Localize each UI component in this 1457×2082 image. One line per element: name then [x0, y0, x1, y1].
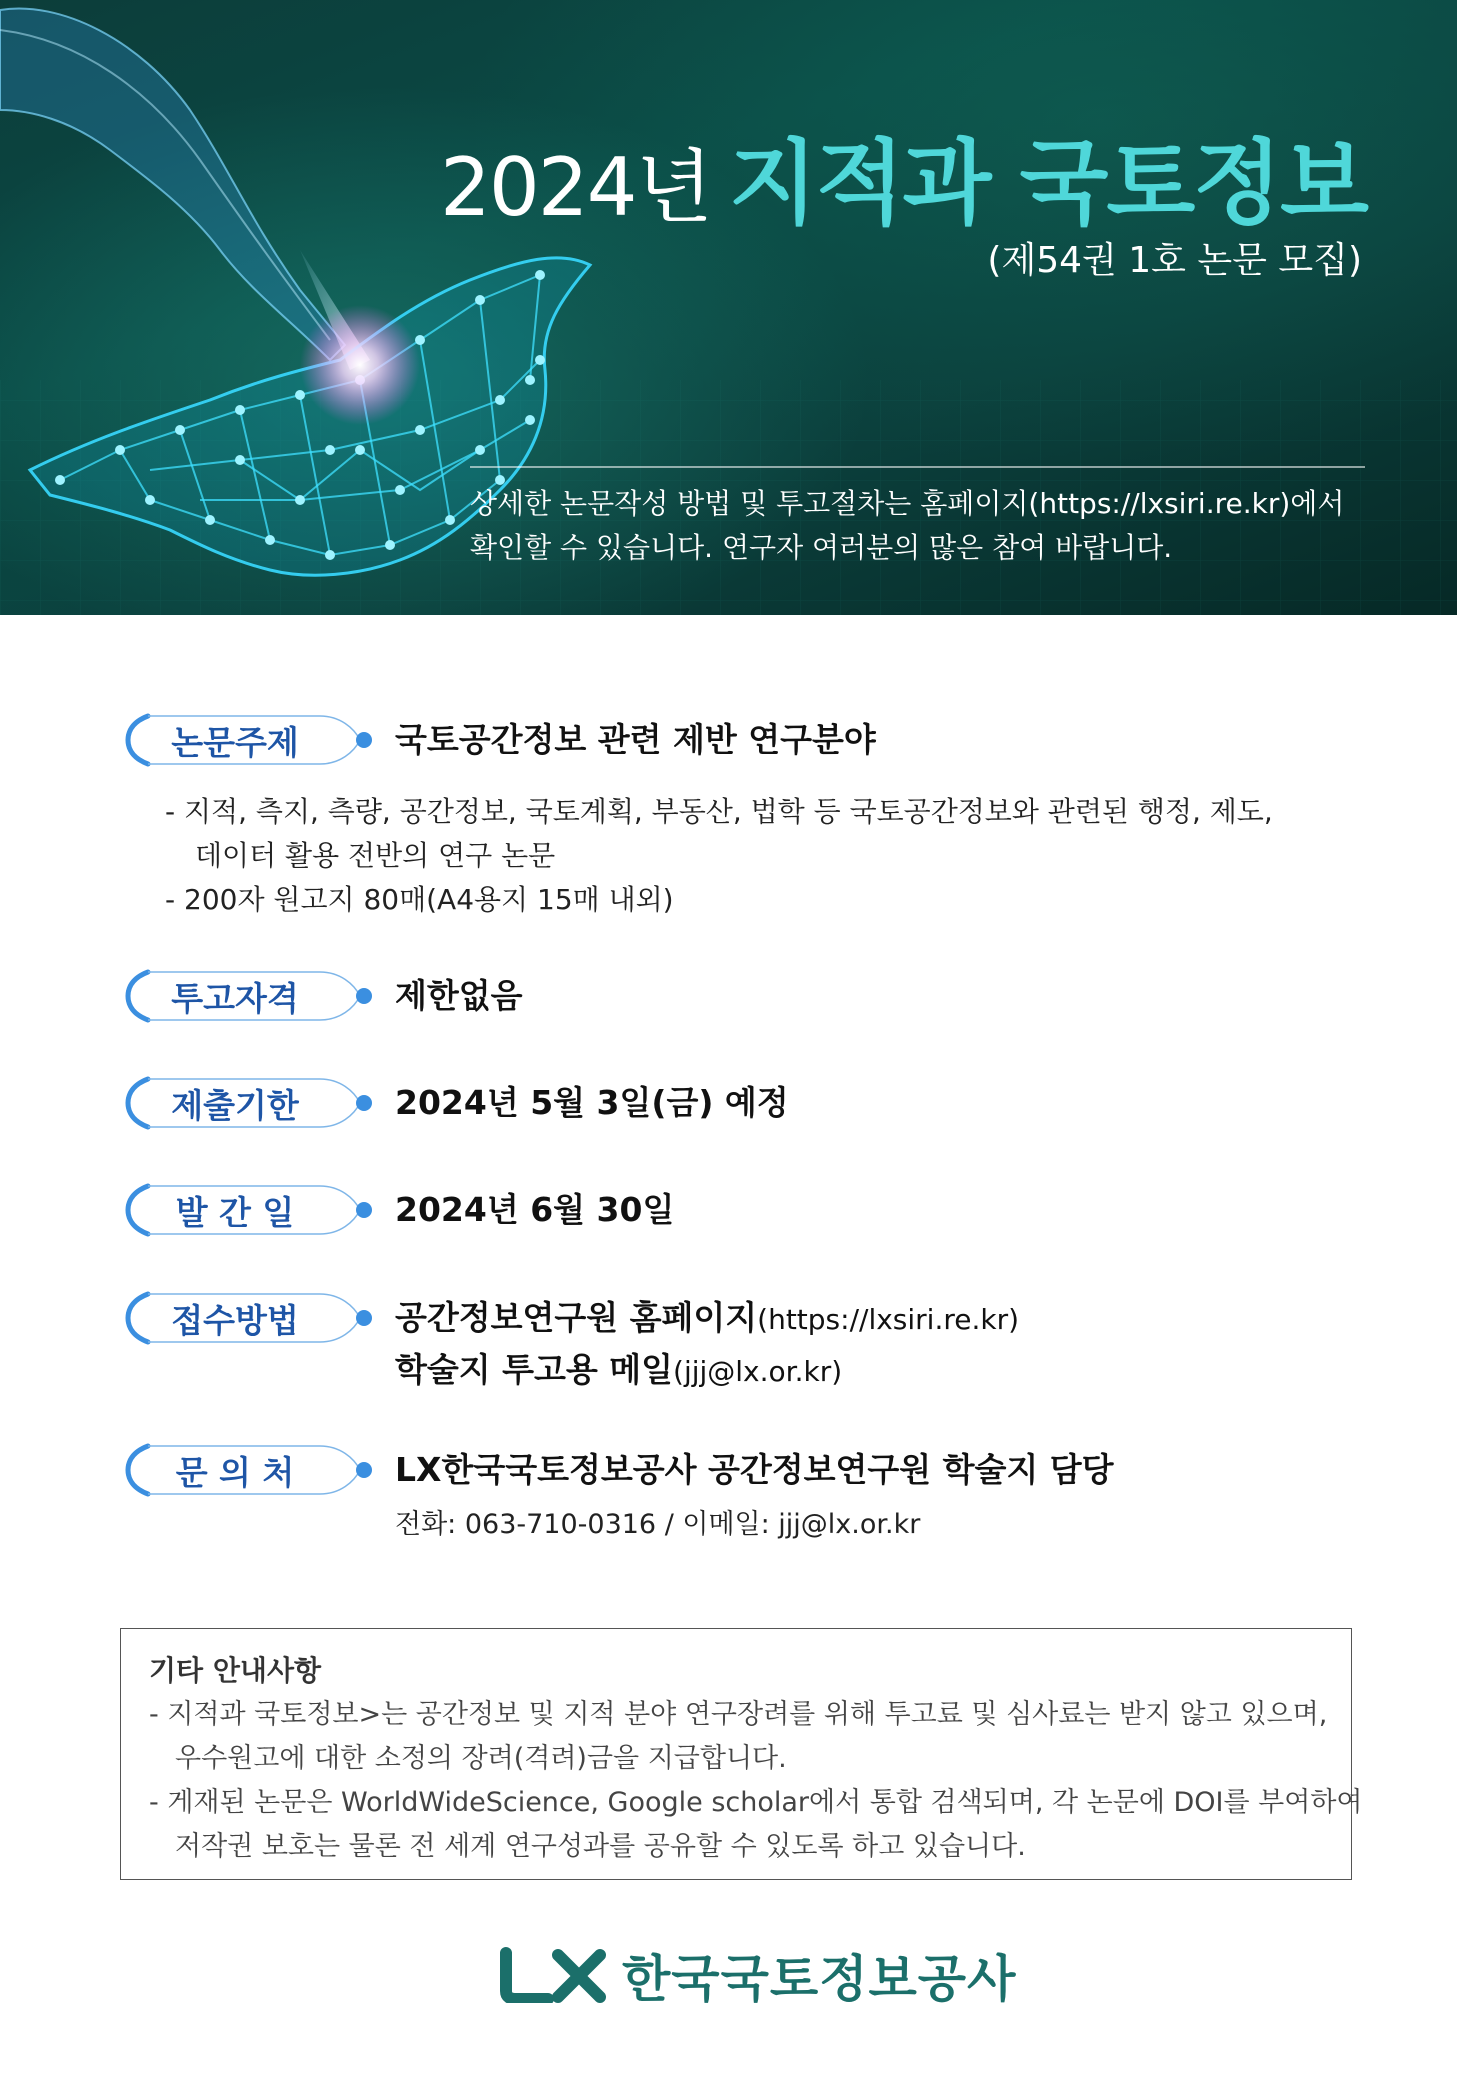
submission-email-label: 학술지 투고용 메일 — [395, 1350, 674, 1389]
bullet-dot-icon — [356, 732, 372, 748]
value-publication: 2024년 6월 30일 — [395, 1190, 675, 1229]
notice-line: - 게재된 논문은 WorldWideScience, Google scholar에서 통합 검색되며, 각 논문에 DOI를 부여하여 — [149, 1787, 1363, 1818]
notice-line: 우수원고에 대한 소정의 장려(격려)금을 지급합니다. — [175, 1743, 787, 1774]
value-submission-email — [395, 1342, 842, 1400]
hero-notice — [470, 482, 1390, 570]
notice-line: 저작권 보호는 물론 전 세계 연구성과를 공유할 수 있도록 하고 있습니다. — [175, 1831, 1026, 1862]
submission-homepage-link[interactable]: (https://lxsiri.re.kr) — [757, 1303, 1020, 1336]
hero-year: 2024년 — [439, 141, 711, 234]
hero-notice-line: 확인할 수 있습니다. 연구자 여러분의 많은 참여 바랍니다. — [470, 531, 1173, 564]
hero-notice-line: 상세한 논문작성 방법 및 투고절차는 홈페이지(https://lxsiri.re.kr)에서 — [470, 487, 1345, 520]
value-eligibility: 제한없음 — [395, 976, 523, 1015]
label-contact: 문 의 처 — [175, 1452, 295, 1492]
label-topic: 논문주제 — [171, 722, 299, 762]
label-pill — [120, 1442, 370, 1498]
hero-banner — [0, 0, 1457, 615]
label-pill — [120, 1075, 370, 1131]
bullet-dot-icon — [356, 1462, 372, 1478]
bullet-dot-icon — [356, 1095, 372, 1111]
bullet-dot-icon — [356, 988, 372, 1004]
contact-detail: 전화: 063-710-0316 / 이메일: jjj@lx.or.kr — [395, 1509, 921, 1540]
label-pill — [120, 968, 370, 1024]
label-pill — [120, 1290, 370, 1346]
lx-logo-mark-icon — [500, 1947, 610, 2003]
label-pill — [120, 712, 370, 768]
journal-name: 지적과 국토정보 — [728, 130, 1367, 237]
label-publication: 발 간 일 — [175, 1192, 295, 1232]
issue-subtitle: (제54권 1호 논문 모집) — [987, 240, 1362, 281]
value-topic: 국토공간정보 관련 제반 연구분야 — [395, 720, 876, 759]
topic-details — [165, 790, 1315, 922]
hero-divider — [470, 466, 1365, 468]
label-eligibility: 투고자격 — [171, 978, 299, 1018]
detail-line: - 지적, 측지, 측량, 공간정보, 국토계획, 부동산, 법학 등 국토공간정보와 관련된 행정, 제도, — [165, 795, 1273, 828]
notice-line: - 지적과 국토정보>는 공간정보 및 지적 분야 연구장려를 위해 투고료 및 심사료는 받지 않고 있으며, — [149, 1699, 1328, 1730]
detail-line: - 200자 원고지 80매(A4용지 15매 내외) — [165, 883, 674, 916]
lx-logo — [500, 1945, 1017, 2008]
label-deadline: 제출기한 — [171, 1085, 299, 1125]
hero-title — [440, 110, 1367, 242]
notice-title: 기타 안내사항 — [149, 1654, 322, 1687]
additional-notice-box — [120, 1628, 1363, 1880]
value-contact: LX한국국토정보공사 공간정보연구원 학술지 담당 — [395, 1450, 1114, 1489]
submission-email-link[interactable]: (jjj@lx.or.kr) — [673, 1355, 843, 1388]
bullet-dot-icon — [356, 1202, 372, 1218]
value-submission-homepage — [395, 1290, 1019, 1348]
label-pill — [120, 1182, 370, 1238]
label-submission: 접수방법 — [171, 1300, 299, 1340]
value-deadline: 2024년 5월 3일(금) 예정 — [395, 1083, 789, 1122]
org-name: 한국국토정보공사 — [622, 1950, 1017, 2008]
bullet-dot-icon — [356, 1310, 372, 1326]
detail-line: 데이터 활용 전반의 연구 논문 — [195, 839, 556, 872]
submission-homepage-label: 공간정보연구원 홈페이지 — [395, 1298, 758, 1337]
